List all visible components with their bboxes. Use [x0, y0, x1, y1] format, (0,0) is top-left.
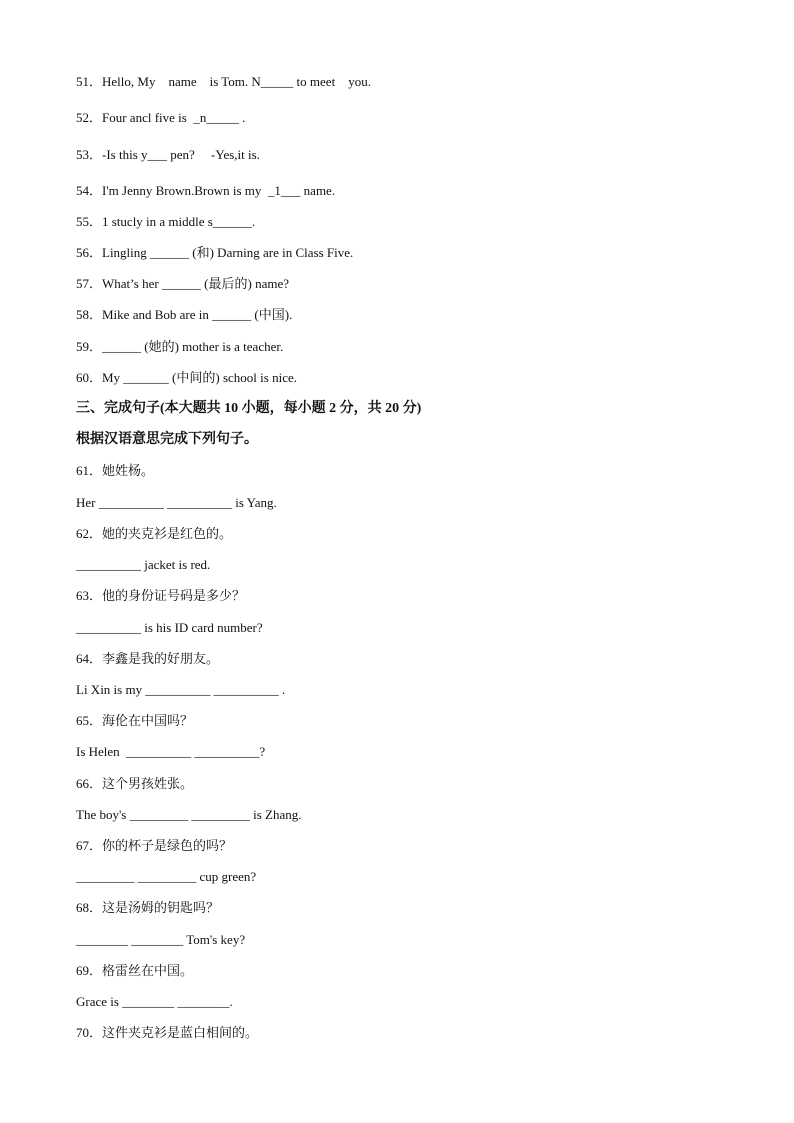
- question-55: 55．1 stucly in a middle s______.: [76, 214, 256, 229]
- question-59: 59．______ (她的) mother is a teacher.: [76, 339, 284, 354]
- question-65-answer: Is Helen __________ __________?: [76, 744, 266, 759]
- question-62-prompt: 62．她的夹克衫是红色的。: [76, 526, 233, 541]
- question-68-prompt: 68．这是汤姆的钥匙吗？: [76, 900, 220, 915]
- question-53: 53．-Is this y___ pen? -Yes,it is.: [76, 147, 260, 162]
- question-51: 51．Hello, My name is Tom. N_____ to meet you.: [76, 74, 371, 89]
- question-64-answer: Li Xin is my __________ __________ .: [76, 682, 286, 697]
- question-69-answer: Grace is ________ ________.: [76, 994, 233, 1009]
- question-61-answer: Her __________ __________ is Yang.: [76, 495, 277, 510]
- question-62-answer: __________ jacket is red.: [76, 557, 211, 572]
- question-61-prompt: 61．她姓杨。: [76, 463, 155, 478]
- question-60: 60．My _______ (中间的) school is nice.: [76, 370, 297, 385]
- question-66-answer: The boy's _________ _________ is Zhang.: [76, 807, 302, 822]
- question-54: 54．I'm Jenny Brown.Brown is my _1___ name.: [76, 183, 336, 198]
- question-67-prompt: 67．你的杯子是绿色的吗？: [76, 838, 233, 853]
- question-63-prompt: 63．他的身份证号码是多少？: [76, 588, 246, 603]
- question-66-prompt: 66．这个男孩姓张。: [76, 776, 194, 791]
- question-57: 57．What’s her ______ (最后的) name?: [76, 276, 290, 291]
- question-56: 56．Lingling ______ (和) Darning are in Class Five.: [76, 245, 354, 260]
- question-63-answer: __________ is his ID card number?: [76, 620, 263, 635]
- section-heading: 三、完成句子(本大题共 10 小题，每小题 2 分，共 20 分): [76, 401, 422, 416]
- question-67-answer: _________ _________ cup green?: [76, 869, 257, 884]
- section-instruction: 根据汉语意思完成下列句子。: [76, 432, 258, 447]
- question-69-prompt: 69．格雷丝在中国。: [76, 963, 194, 978]
- question-58: 58．Mike and Bob are in ______ (中国).: [76, 307, 293, 322]
- question-65-prompt: 65．海伦在中国吗？: [76, 713, 194, 728]
- question-70-prompt: 70．这件夹克衫是蓝白相间的。: [76, 1025, 259, 1040]
- question-68-answer: ________ ________ Tom's key?: [76, 932, 246, 947]
- question-52: 52．Four ancl five is _n_____ .: [76, 110, 246, 125]
- question-64-prompt: 64．李鑫是我的好朋友。: [76, 651, 220, 666]
